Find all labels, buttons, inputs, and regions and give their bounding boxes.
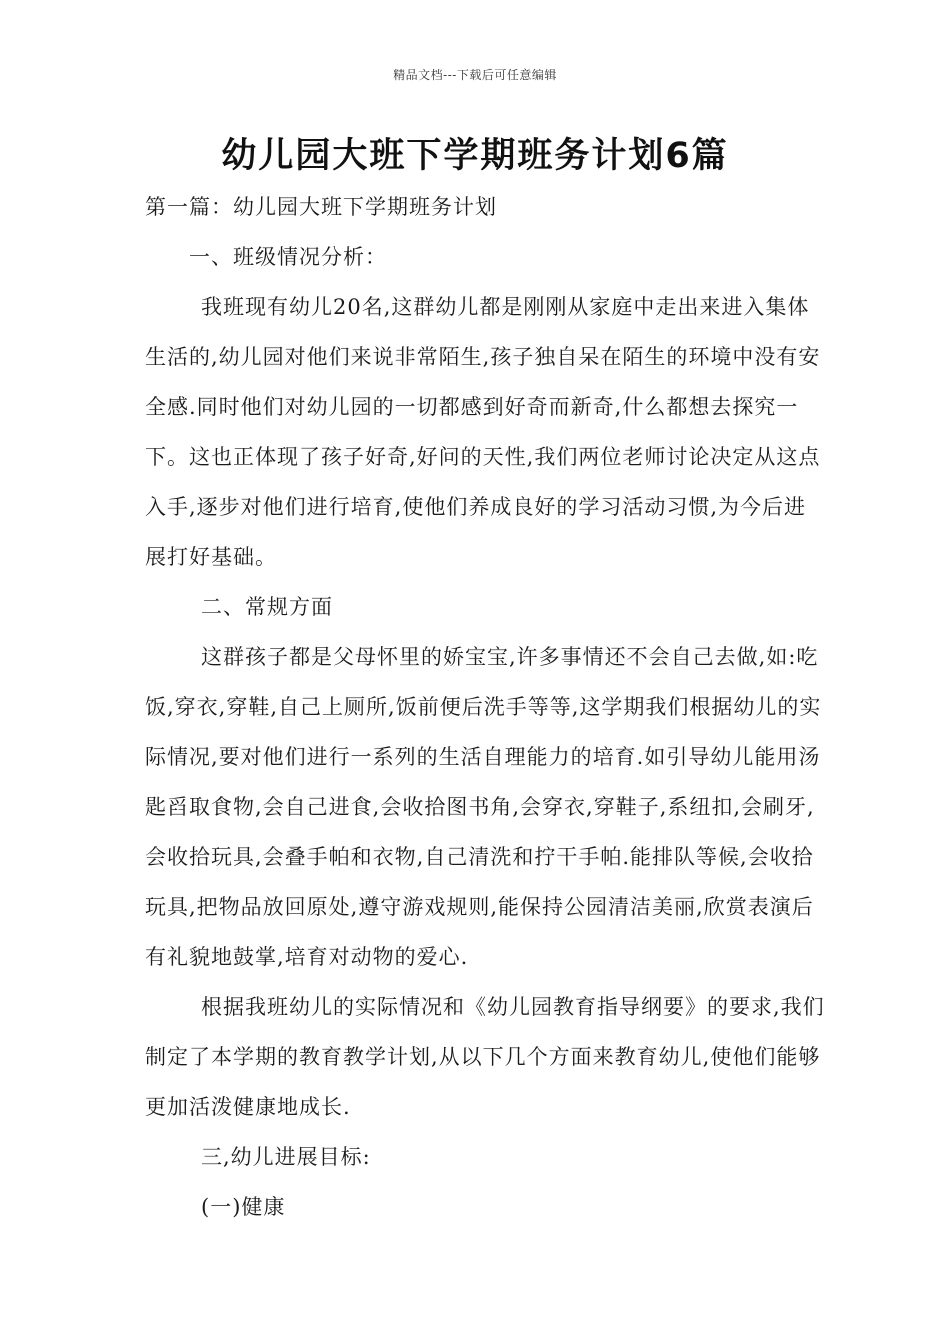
header-note: 精品文档---下载后可任意编辑 <box>393 68 557 82</box>
document-title: 幼儿园大班下学期班务计划6篇 <box>221 136 729 176</box>
section-heading: 三,幼儿进展目标: <box>201 1145 371 1169</box>
section-heading: 一、班级情况分析： <box>189 245 387 269</box>
paragraph: 我班现有幼儿20名,这群幼儿都是刚刚从家庭中走出来进入集体生活的,幼儿园对他们来说非常陌生,孩子独自呆在陌生的环境中没有安全感.同时他们对幼儿园的一切都感到好奇而新奇,什么都想去探究一下。这也正体现了孩子好奇,好问的天性,我们两位老师讨论决定从这点入手,逐步对他们进行培育,使他们养成良好的学习活动习惯,为今后进展打好基础。 <box>145 295 821 569</box>
document-body <box>145 182 825 1232</box>
section-heading: 二、常规方面 <box>201 595 333 619</box>
part-heading: 第一篇：幼儿园大班下学期班务计划 <box>145 195 497 219</box>
paragraph: 这群孩子都是父母怀里的娇宝宝,许多事情还不会自己去做,如:吃饭,穿衣,穿鞋,自己上厕所,饭前便后洗手等等,这学期我们根据幼儿的实际情况,要对他们进行一系列的生活自理能力的培育.如引导幼儿能用汤匙舀取食物,会自己进食,会收拾图书角,会穿衣,穿鞋子,系纽扣,会刷牙,会收拾玩具,会叠手帕和衣物,自己清洗和拧干手帕.能排队等候,会收拾玩具,把物品放回原处,遵守游戏规则,能保持公园清洁美丽,欣赏表演后有礼貌地鼓掌,培育对动物的爱心. <box>145 645 822 969</box>
paragraph: 根据我班幼儿的实际情况和《幼儿园教育指导纲要》的要求,我们制定了本学期的教育教学计划,从以下几个方面来教育幼儿,使他们能够更加活泼健康地成长. <box>145 995 825 1119</box>
subsection-heading: (一)健康 <box>201 1195 286 1219</box>
